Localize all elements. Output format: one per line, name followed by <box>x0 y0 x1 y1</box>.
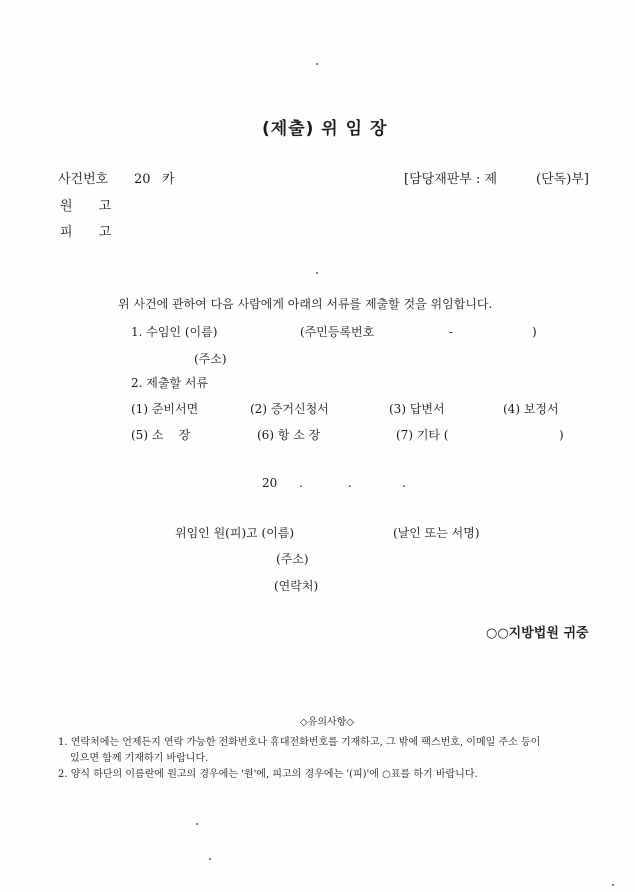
note-1-line-1: 1. 연락처에는 언제든지 연락 가능한 전화번호나 휴대전화번호를 기재하고, 그 밖에 팩스번호, 이메일 주소 등이 <box>58 737 541 748</box>
item1-id-dash: - <box>449 325 454 339</box>
doc-correction: (4) 보정서 <box>503 402 559 416</box>
scan-speck <box>196 823 198 825</box>
doc-evidence-application: (2) 증거신청서 <box>250 402 329 416</box>
date-dot-3: . <box>402 476 406 490</box>
item1-id-label: (주민등록번호 <box>300 325 375 339</box>
document-title: (제출) 위 임 장 <box>262 119 388 139</box>
recipient-court: ○○지방법원 귀중 <box>486 626 589 641</box>
case-type: 카 <box>162 172 175 187</box>
delegator-name-label: 위임인 원(피)고 (이름) <box>175 526 295 540</box>
item1-id-end: ) <box>532 325 537 339</box>
notes-title: ◇유의사항◇ <box>300 717 355 728</box>
case-year: 20 <box>134 172 151 187</box>
item1-address: (주소) <box>194 352 227 366</box>
doc-answer: (3) 답변서 <box>389 402 445 416</box>
item2-label: 2. 제출할 서류 <box>131 376 209 390</box>
doc-other: (7) 기타 ( <box>396 428 449 442</box>
scan-speck <box>316 272 318 274</box>
court-division-label: [담당재판부 : 제 <box>404 172 498 187</box>
defendant-label: 피 고 <box>60 225 123 240</box>
doc-complaint: (5) 소 장 <box>131 428 191 442</box>
date-dot-2: . <box>348 476 352 490</box>
intro-text: 위 사건에 관하여 다음 사람에게 아래의 서류를 제출할 것을 위임합니다. <box>118 297 493 311</box>
item1-label: 1. 수임인 (이름) <box>131 325 218 339</box>
seal-label: (날인 또는 서명) <box>393 526 480 540</box>
court-division-end: (단독)부] <box>536 172 589 187</box>
doc-preparatory-brief: (1) 준비서면 <box>131 402 199 416</box>
plaintiff-label: 원 고 <box>60 199 123 214</box>
date-year: 20 <box>262 476 278 490</box>
doc-other-end: ) <box>559 428 564 442</box>
scan-speck <box>209 858 211 860</box>
delegator-address: (주소) <box>276 552 309 566</box>
case-number-label: 사건번호 <box>58 172 109 187</box>
date-dot-1: . <box>299 476 303 490</box>
note-1-line-2: 있으면 함께 기재하기 바랍니다. <box>70 753 209 764</box>
delegator-contact: (연락처) <box>274 579 319 593</box>
note-2: 2. 양식 하단의 이름란에 원고의 경우에는 '원'에, 피고의 경우에는 '(피)'에 ○표를 하기 바랍니다. <box>58 769 478 780</box>
scan-speck <box>612 884 614 886</box>
doc-appeal: (6) 항 소 장 <box>257 428 321 442</box>
scan-speck <box>316 63 318 65</box>
